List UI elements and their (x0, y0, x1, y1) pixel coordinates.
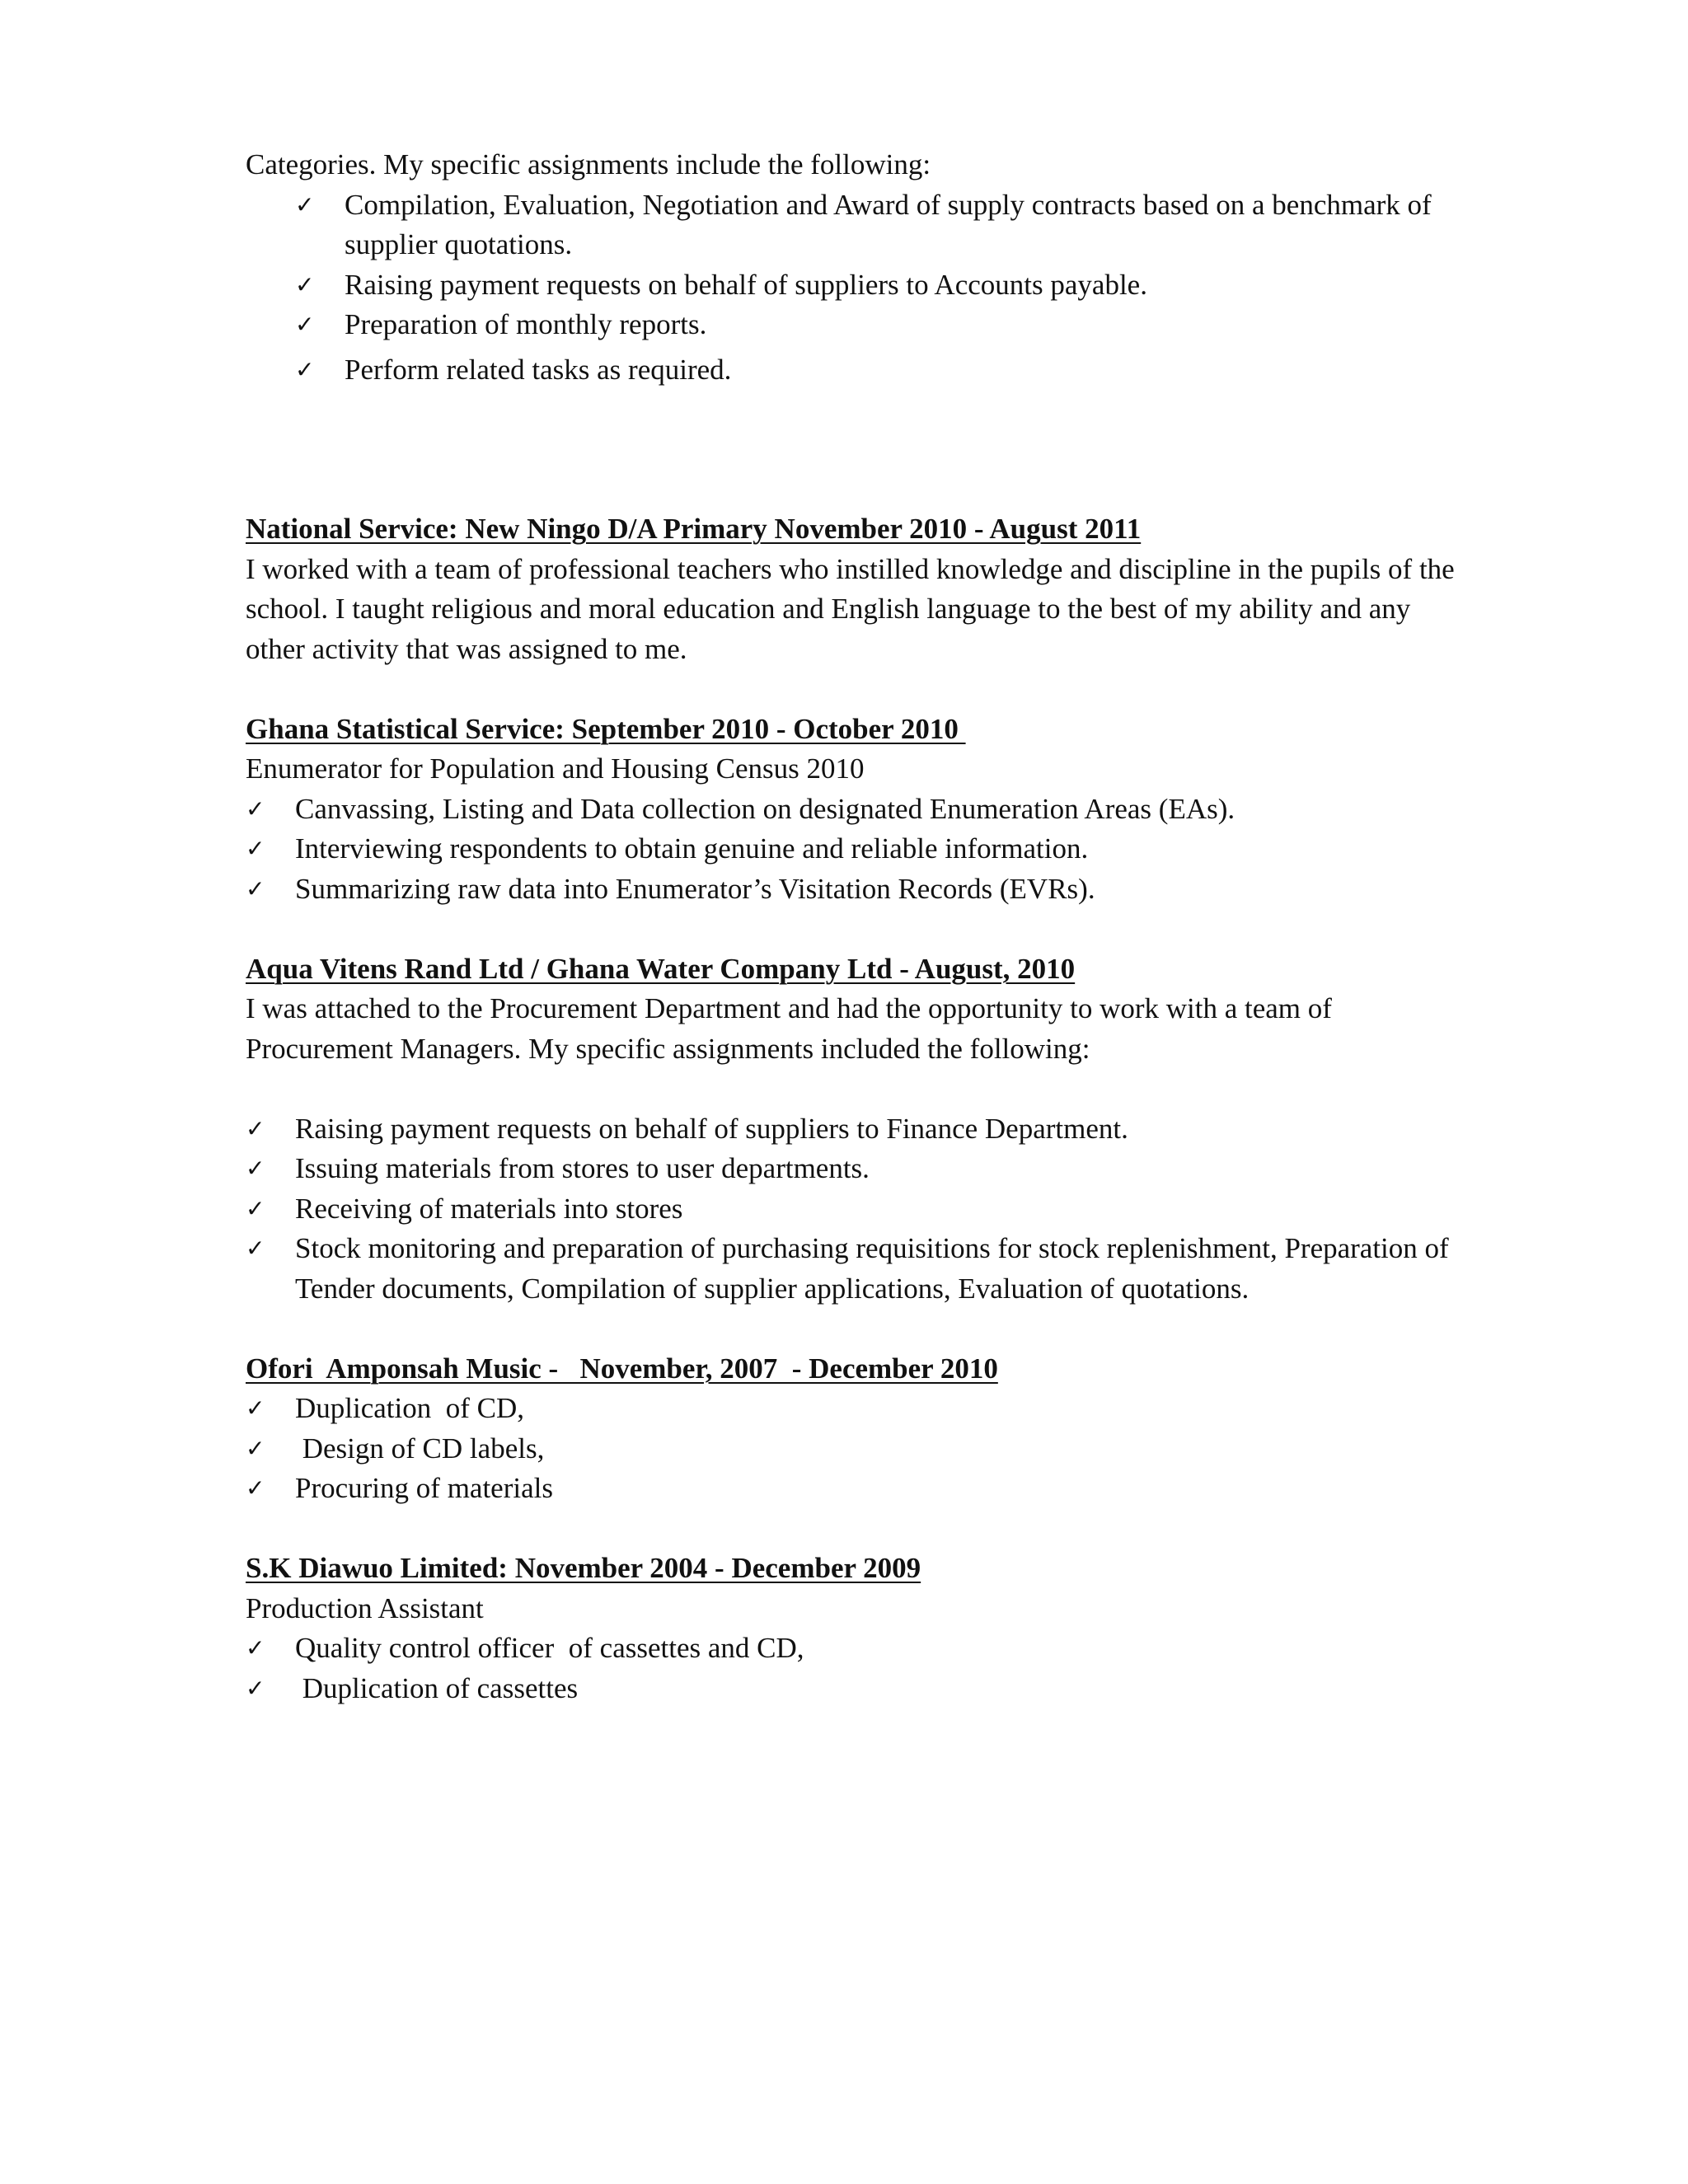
list-item-text: Duplication of CD, (295, 1392, 525, 1424)
check-icon: ✓ (246, 1194, 265, 1222)
list-item (246, 790, 1457, 830)
check-icon: ✓ (295, 190, 315, 218)
list-item (295, 305, 1457, 345)
section-heading: National Service: New Ningo D/A Primary November 2010 - August 2011 (246, 513, 1142, 545)
section-body: Enumerator for Population and Housing Census 2010 (246, 752, 865, 785)
check-icon: ✓ (246, 794, 265, 823)
list-item-text: Quality control officer of cassettes and CD, (295, 1632, 804, 1664)
intro-list (246, 185, 1457, 391)
list-item (295, 265, 1457, 306)
list-item (246, 829, 1457, 869)
section-aqua-vitens-rand (246, 949, 1457, 1310)
intro-block (246, 145, 1457, 390)
section-sk-diawuo-limited (246, 1549, 1457, 1708)
list-item (246, 1189, 1457, 1230)
list-item (246, 869, 1457, 910)
list-item-text: Receiving of materials into stores (295, 1192, 683, 1225)
list-item-text: Design of CD labels, (295, 1432, 545, 1465)
list-item-text: Summarizing raw data into Enumerator’s Visitation Records (EVRs). (295, 872, 1095, 905)
list-item-text: Compilation, Evaluation, Negotiation and Award of supply contracts based on a benchmark of supplier quotations. (345, 188, 1432, 260)
list-item (246, 1109, 1457, 1150)
check-icon: ✓ (246, 1394, 265, 1422)
list-item (246, 1469, 1457, 1509)
section-ofori-amponsah-music (246, 1349, 1457, 1509)
check-icon: ✓ (246, 874, 265, 902)
list-item (246, 1669, 1457, 1709)
list-item (246, 1229, 1457, 1309)
resume-page (246, 145, 1457, 1708)
section-national-service (246, 509, 1457, 669)
list-item (246, 1389, 1457, 1429)
list-item (246, 1629, 1457, 1669)
list-item-text: Issuing materials from stores to user departments. (295, 1152, 870, 1184)
check-icon: ✓ (246, 1674, 265, 1702)
section-list (246, 790, 1457, 910)
section-body: Production Assistant (246, 1591, 484, 1624)
check-icon: ✓ (246, 1114, 265, 1142)
check-icon: ✓ (246, 1235, 265, 1262)
section-heading: Ofori Amponsah Music - November, 2007 - December 2010 (246, 1352, 998, 1385)
section-heading: Aqua Vitens Rand Ltd / Ghana Water Company Ltd - August, 2010 (246, 952, 1076, 985)
list-item-text: Canvassing, Listing and Data collection on designated Enumeration Areas (EAs). (295, 792, 1236, 825)
section-body: I worked with a team of professional teachers who instilled knowledge and discipline in the pupils of the school. I taught religious and moral education and English language to the best of my ability and any other activity that was assigned to me. (246, 552, 1455, 665)
intro-text: Categories. My specific assignments include the following: (246, 148, 931, 180)
section-ghana-statistical-service (246, 710, 1457, 910)
section-heading: S.K Diawuo Limited: November 2004 - December 2009 (246, 1552, 921, 1584)
list-item-text: Perform related tasks as required. (345, 353, 732, 386)
list-item (295, 350, 1457, 391)
list-item-text: Stock monitoring and preparation of purchasing requisitions for stock replenishment, Preparation of Tender documents, Compilation of supplier applications, Evaluation of quotations. (295, 1232, 1449, 1305)
list-item (246, 1149, 1457, 1189)
spacer (246, 1069, 1457, 1109)
list-item-text: Interviewing respondents to obtain genuine and reliable information. (295, 832, 1089, 865)
check-icon: ✓ (295, 270, 315, 298)
list-item (295, 185, 1457, 265)
check-icon: ✓ (295, 311, 315, 338)
section-list (246, 1629, 1457, 1708)
section-heading: Ghana Statistical Service: September 2010 - October 2010 (246, 712, 966, 745)
check-icon: ✓ (246, 1634, 265, 1661)
list-item-text: Raising payment requests on behalf of suppliers to Accounts payable. (345, 268, 1147, 301)
list-item-text: Preparation of monthly reports. (345, 308, 707, 340)
section-list (246, 1389, 1457, 1509)
check-icon: ✓ (295, 355, 315, 383)
section-body: I was attached to the Procurement Department and had the opportunity to work with a team of Procurement Managers. My specific assignments included the following: (246, 992, 1332, 1065)
list-item (246, 1429, 1457, 1469)
list-item-text: Raising payment requests on behalf of suppliers to Finance Department. (295, 1112, 1128, 1145)
check-icon: ✓ (246, 1474, 265, 1502)
check-icon: ✓ (246, 1434, 265, 1462)
section-list (246, 1109, 1457, 1310)
list-item-text: Procuring of materials (295, 1472, 553, 1504)
check-icon: ✓ (246, 835, 265, 862)
list-item-text: Duplication of cassettes (295, 1671, 579, 1704)
check-icon: ✓ (246, 1155, 265, 1182)
